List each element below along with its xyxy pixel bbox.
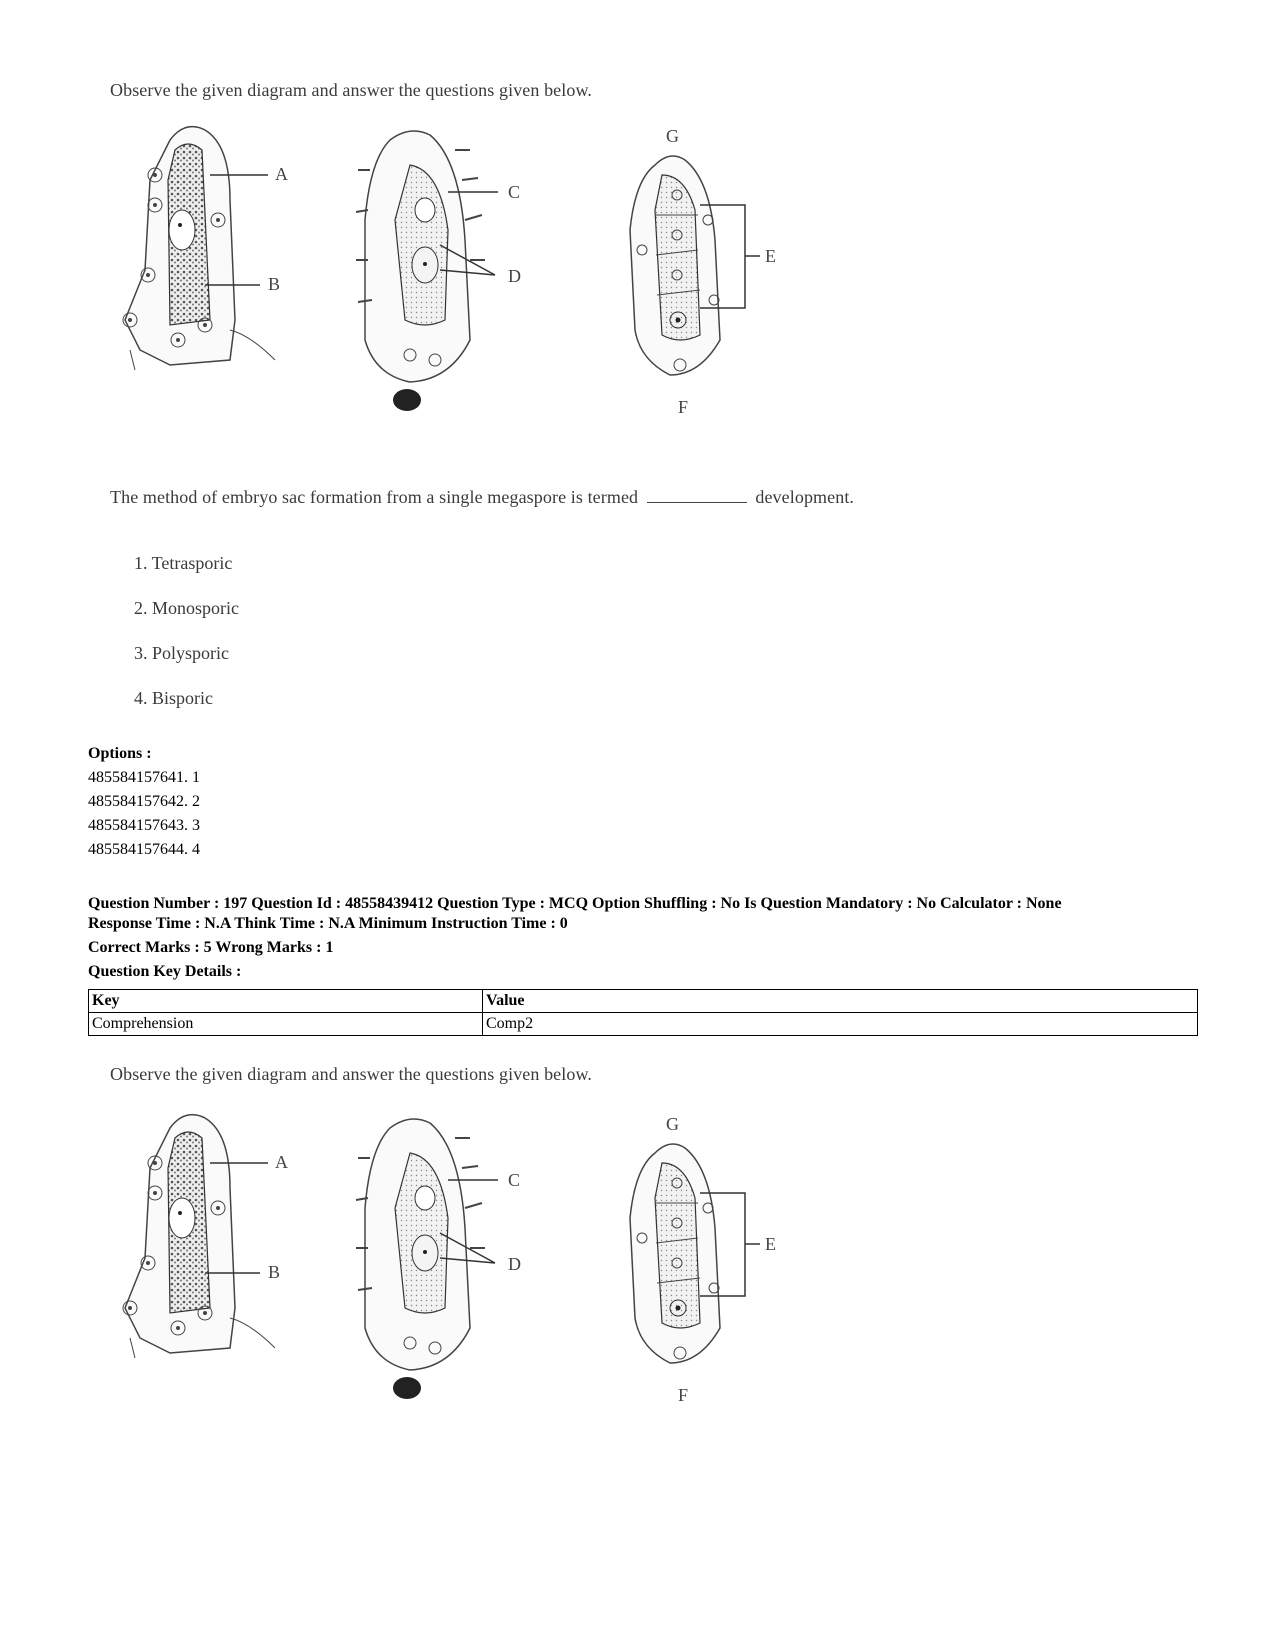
meta-line-1: Question Number : 197 Question Id : 48558439412 Question Type : MCQ Option Shuffling : No Is Question Mandatory : No Calculator : None bbox=[88, 895, 1062, 912]
question-instruction-2: Observe the given diagram and answer the questions given below. bbox=[110, 1064, 592, 1084]
label-G: G bbox=[666, 126, 679, 146]
option-item: 485584157641. 1 bbox=[88, 769, 200, 786]
choice-item: 1. Tetrasporic bbox=[134, 553, 233, 573]
meta-line-2: Response Time : N.A Think Time : N.A Minimum Instruction Time : 0 bbox=[88, 915, 568, 932]
choice-item: 2. Monosporic bbox=[134, 598, 239, 618]
question-instruction: Observe the given diagram and answer the questions given below. bbox=[110, 80, 592, 100]
options-heading: Options : bbox=[88, 745, 152, 762]
embryo-sac-diagram bbox=[110, 120, 830, 450]
diagram-cell-1 bbox=[123, 1115, 288, 1358]
choice-item: 4. Bisporic bbox=[134, 688, 213, 708]
label-D: D bbox=[508, 1254, 521, 1274]
diagram-cell-3 bbox=[630, 1114, 776, 1405]
embryo-sac-diagram-2 bbox=[110, 1108, 830, 1438]
table-header-row bbox=[89, 990, 1198, 1013]
option-item: 485584157643. 3 bbox=[88, 817, 200, 834]
key-details-table bbox=[88, 989, 1198, 1036]
table-cell-value: Comp2 bbox=[483, 1013, 1198, 1036]
label-D: D bbox=[508, 266, 521, 286]
table-row bbox=[89, 1013, 1198, 1036]
label-G: G bbox=[666, 1114, 679, 1134]
option-item: 485584157644. 4 bbox=[88, 841, 200, 858]
label-C: C bbox=[508, 182, 521, 202]
prompt-text-before: The method of embryo sac formation from a single megaspore is termed bbox=[110, 487, 639, 507]
diagram-cell-3 bbox=[630, 126, 776, 417]
diagram-cell-1 bbox=[123, 127, 288, 370]
label-C: C bbox=[508, 1170, 521, 1190]
key-details-heading: Question Key Details : bbox=[88, 963, 242, 980]
label-B: B bbox=[268, 1262, 281, 1282]
table-header-value: Value bbox=[483, 990, 1198, 1013]
question-prompt bbox=[110, 487, 854, 508]
option-item: 485584157642. 2 bbox=[88, 793, 200, 810]
marks-line: Correct Marks : 5 Wrong Marks : 1 bbox=[88, 939, 334, 956]
fill-in-blank bbox=[647, 488, 747, 503]
embryo-sac-figure-2 bbox=[110, 1108, 830, 1438]
diagram-cell-2 bbox=[356, 1119, 521, 1399]
choice-item: 3. Polysporic bbox=[134, 643, 230, 663]
embryo-sac-figure bbox=[110, 120, 830, 450]
label-F: F bbox=[678, 397, 689, 417]
diagram-cell-2 bbox=[356, 131, 521, 411]
table-header-key: Key bbox=[89, 990, 483, 1013]
choice-list bbox=[134, 553, 239, 733]
label-F: F bbox=[678, 1385, 689, 1405]
label-E: E bbox=[765, 246, 776, 266]
label-A: A bbox=[275, 1152, 288, 1172]
table-cell-key: Comprehension bbox=[89, 1013, 483, 1036]
question-meta bbox=[88, 894, 1198, 982]
prompt-text-after: development. bbox=[755, 487, 855, 507]
label-B: B bbox=[268, 274, 281, 294]
label-E: E bbox=[765, 1234, 776, 1254]
label-A: A bbox=[275, 164, 288, 184]
options-section bbox=[88, 742, 200, 862]
